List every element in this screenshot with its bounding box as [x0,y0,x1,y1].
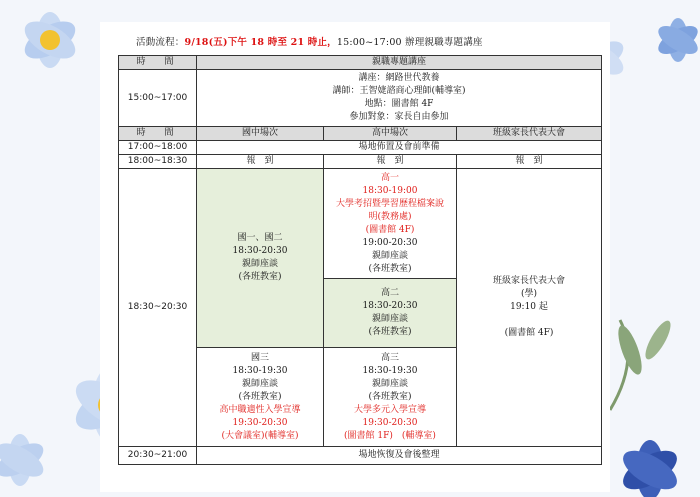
senior-grade-1-cell [324,169,457,279]
senior2-grade: 高二 [380,288,399,298]
senior1-grade: 高一 [380,172,399,183]
lecture-audience: 參加對象：家長自由參加 [349,112,449,122]
senior3-activity: 親師座談 [371,378,408,389]
page-heading [136,34,483,48]
main-session-time: 18:30~20:30 [119,169,197,447]
junior3-location: (各班教室) [238,391,282,402]
senior3-briefing-time: 19:30-20:30 [362,417,418,428]
checkin-time: 18:00~18:30 [119,155,197,169]
junior12-time: 18:30-20:30 [232,246,288,256]
lecture-time: 15:00~17:00 [119,70,197,127]
senior2-location: (各班教室) [368,327,412,337]
senior3-grade: 高三 [380,352,399,363]
junior12-grades: 國一、國二 [237,233,283,243]
column-header-time: 時 間 [119,127,197,141]
senior3-time: 18:30-19:30 [362,365,418,376]
senior-grade-3-cell [324,348,457,447]
lecture-speaker: 講師：王智婕諮商心理師(輔導室) [332,86,466,96]
junior3-briefing-title: 高中職適性入學宣導 [219,404,301,415]
column-header-parents: 班級家長代表大會 [457,127,602,141]
junior-grade-3-cell [197,348,324,447]
senior1-meeting-time: 19:00-20:30 [362,237,418,248]
checkin-junior: 報 到 [197,155,324,169]
senior-grade-2-cell [324,279,457,348]
junior3-activity: 親師座談 [241,378,278,389]
parents-meeting-time: 19:10 起 [510,302,548,312]
junior12-activity: 親師座談 [241,259,278,269]
junior3-briefing-time: 19:30-20:30 [232,417,288,428]
junior3-grade: 國三 [250,352,269,363]
parents-meeting-cell [457,169,602,447]
lecture-topic: 講座：網路世代教養 [358,73,440,83]
parents-meeting-title: 班級家長代表大會 [492,276,565,286]
senior2-time: 18:30-20:30 [362,301,418,311]
senior2-activity: 親師座談 [371,314,408,324]
cleanup-time: 20:30~21:00 [119,447,197,465]
lecture-details [197,70,602,127]
senior3-briefing-location: (圖書館 1F) (輔導室) [344,430,436,441]
senior1-briefing-location: (圖書館 4F) [365,224,415,235]
senior1-briefing-time: 18:30-19:00 [362,185,418,196]
column-header-junior: 國中場次 [197,127,324,141]
lecture-time-header: 時 間 [119,56,197,70]
senior3-briefing-title: 大學多元入學宣導 [353,404,426,415]
lecture-title: 親職專題講座 [197,56,602,70]
parents-meeting-location: (圖書館 4F) [504,328,554,338]
checkin-senior: 報 到 [324,155,457,169]
column-header-senior: 高中場次 [324,127,457,141]
heading-suffix: 15:00~17:00 辦理親職專題講座 [336,37,483,48]
senior3-location: (各班教室) [368,391,412,402]
heading-date: 9/18(五)下午 18 時至 21 時止， [184,37,337,48]
lecture-location: 地點：圖書館 4F [364,99,434,109]
senior1-briefing-office: 明(教務處) [368,211,412,222]
parents-meeting-note: (學) [520,289,538,299]
setup-text: 場地佈置及會前準備 [197,141,602,155]
flower-decoration-top-left [0,0,110,110]
setup-time: 17:00~18:00 [119,141,197,155]
heading-prefix: 活動流程： [136,37,185,48]
junior3-briefing-location: (大會議室)(輔導室) [221,430,299,441]
checkin-parents: 報 到 [457,155,602,169]
senior1-activity: 親師座談 [371,250,408,261]
senior1-briefing-title: 大學考招暨學習歷程檔案說 [335,198,444,209]
schedule-table [118,55,602,465]
junior12-location: (各班教室) [238,272,282,282]
cleanup-text: 場地恢復及會後整理 [197,447,602,465]
senior1-location: (各班教室) [368,263,412,274]
junior-grade-1-2-cell [197,169,324,348]
junior3-time: 18:30-19:30 [232,365,288,376]
